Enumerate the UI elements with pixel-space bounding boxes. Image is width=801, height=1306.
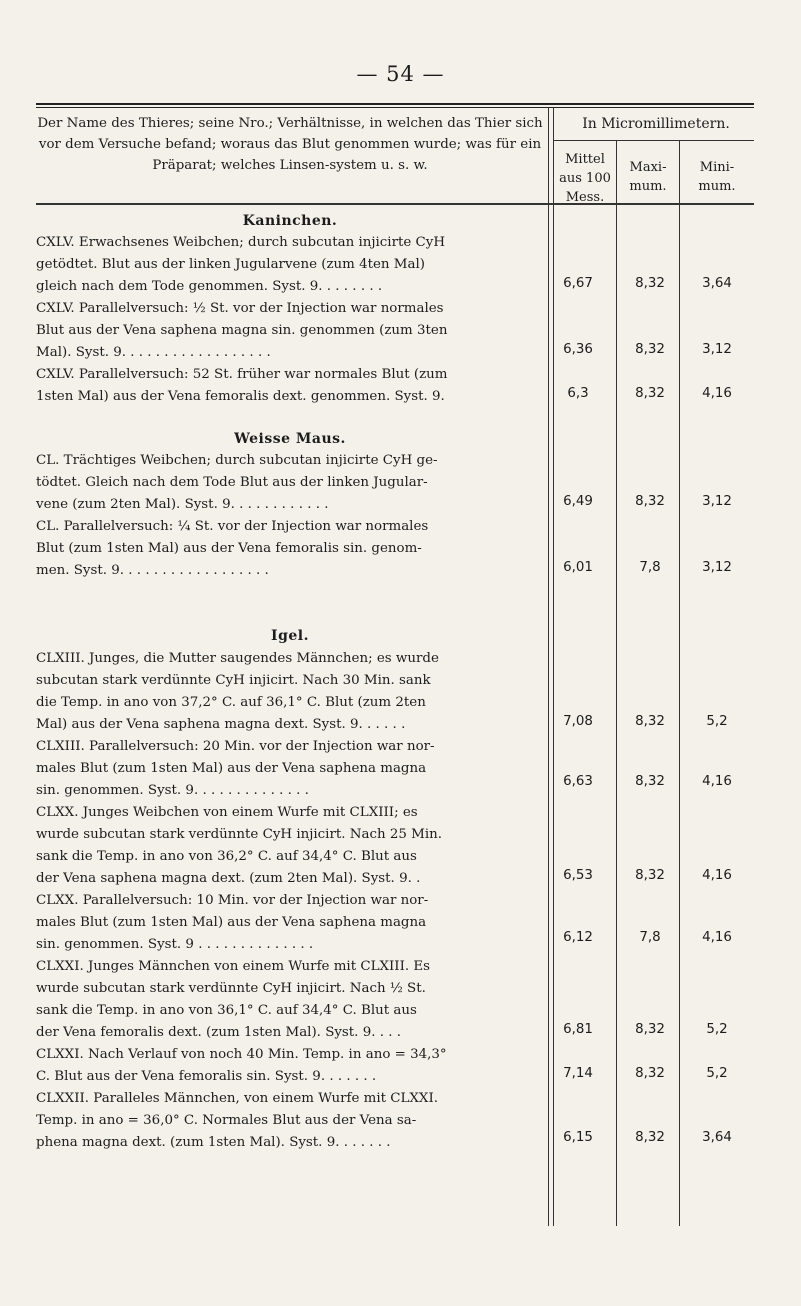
text-line: Mal) aus der Vena saphena magna dext. Syst. 9. . . . . .: [36, 717, 406, 732]
text-line: sin. genommen. Syst. 9. . . . . . . . . . . . . .: [36, 783, 309, 798]
max-value: 8,32: [635, 342, 665, 357]
column-header-max: Maxi-mum.: [629, 160, 667, 194]
text-line: CLXXI. Junges Männchen von einem Wurfe mit CLXIII. Es: [36, 959, 431, 974]
text-line: subcutan stark verdünnte CyH injicirt. Nach 30 Min. sank: [36, 673, 431, 688]
text-line: CLXX. Parallelversuch: 10 Min. vor der Injection war nor-: [36, 893, 429, 908]
header-bottom-rule: [36, 203, 754, 205]
min-value: 4,16: [702, 868, 732, 883]
text-line: tödtet. Gleich nach dem Tode Blut aus der linken Jugular-: [36, 475, 428, 490]
min-value: 4,16: [702, 930, 732, 945]
column-header-description: Der Name des Thieres; seine Nro.; Verhältnisse, in welchen das Thier sich vor dem Versuche befand; woraus das Blut genommen wurde; was für ein Präparat; welches Linsen-system u. s. w.: [37, 116, 543, 173]
min-value: 4,16: [702, 386, 732, 401]
text-line: sin. genommen. Syst. 9 . . . . . . . . . . . . . .: [36, 937, 314, 952]
text-line: CL. Parallelversuch: ¼ St. vor der Injection war normales: [36, 519, 429, 534]
table-top-rule-thin: [36, 107, 754, 108]
min-value: 5,2: [706, 1066, 728, 1081]
text-line: wurde subcutan stark verdünnte CyH injicirt. Nach 25 Min.: [36, 827, 442, 842]
section-title-weisse-maus: Weisse Maus.: [234, 431, 346, 447]
min-value: 3,12: [702, 494, 732, 509]
text-line: males Blut (zum 1sten Mal) aus der Vena saphena magna: [36, 915, 427, 930]
max-value: 8,32: [635, 714, 665, 729]
text-line: C. Blut aus der Vena femoralis sin. Syst. 9. . . . . . .: [36, 1069, 377, 1084]
max-value: 7,8: [639, 560, 661, 575]
text-line: CLXX. Junges Weibchen von einem Wurfe mit CLXIII; es: [36, 805, 418, 820]
text-line: wurde subcutan stark verdünnte CyH injicirt. Nach ½ St.: [36, 981, 426, 996]
text-line: CLXIII. Parallelversuch: 20 Min. vor der Injection war nor-: [36, 739, 435, 754]
mean-value: 6,01: [563, 560, 593, 575]
column-header-min: Mini-mum.: [698, 160, 736, 194]
min-value: 3,12: [702, 342, 732, 357]
column-divider: [679, 140, 680, 1226]
text-line: men. Syst. 9. . . . . . . . . . . . . . . . . .: [36, 563, 269, 578]
text-line: Blut aus der Vena saphena magna sin. genommen (zum 3ten: [36, 323, 448, 338]
table-top-rule: [36, 103, 754, 105]
text-line: der Vena saphena magna dext. (zum 2ten Mal). Syst. 9. .: [36, 871, 421, 886]
max-value: 8,32: [635, 868, 665, 883]
mean-value: 6,15: [563, 1130, 593, 1145]
min-value: 3,64: [702, 276, 732, 291]
max-value: 7,8: [639, 930, 661, 945]
units-header: In Micromillimetern.: [582, 116, 730, 132]
text-line: CLXIII. Junges, die Mutter saugendes Männchen; es wurde: [36, 651, 439, 666]
column-divider: [616, 140, 617, 1226]
text-line: sank die Temp. in ano von 36,2° C. auf 34,4° C. Blut aus: [36, 849, 417, 864]
mean-value: 7,08: [563, 714, 593, 729]
text-line: Temp. in ano = 36,0° C. Normales Blut aus der Vena sa-: [36, 1113, 417, 1128]
mean-value: 6,67: [563, 276, 593, 291]
text-line: getödtet. Blut aus der linken Jugularvene (zum 4ten Mal): [36, 257, 426, 272]
min-value: 5,2: [706, 1022, 728, 1037]
text-line: gleich nach dem Tode genommen. Syst. 9. . . . . . . .: [36, 279, 383, 294]
page-number: — 54 —: [356, 62, 445, 86]
text-line: 1sten Mal) aus der Vena femoralis dext. genommen. Syst. 9.: [36, 389, 445, 404]
section-title-kaninchen: Kaninchen.: [242, 213, 338, 229]
mean-value: 6,36: [563, 342, 593, 357]
text-line: vene (zum 2ten Mal). Syst. 9. . . . . . . . . . . .: [36, 497, 329, 512]
mean-value: 6,49: [563, 494, 593, 509]
text-line: CXLV. Parallelversuch: ½ St. vor der Injection war normales: [36, 301, 444, 316]
text-line: Blut (zum 1sten Mal) aus der Vena femoralis sin. genom-: [36, 541, 422, 556]
max-value: 8,32: [635, 1066, 665, 1081]
text-line: phena magna dext. (zum 1sten Mal). Syst. 9. . . . . . .: [36, 1135, 391, 1150]
text-line: males Blut (zum 1sten Mal) aus der Vena saphena magna: [36, 761, 427, 776]
header-divider: [553, 140, 754, 141]
mean-value: 6,53: [563, 868, 593, 883]
max-value: 8,32: [635, 386, 665, 401]
text-line: die Temp. in ano von 37,2° C. auf 36,1° C. Blut (zum 2ten: [36, 695, 426, 710]
max-value: 8,32: [635, 1130, 665, 1145]
max-value: 8,32: [635, 276, 665, 291]
max-value: 8,32: [635, 1022, 665, 1037]
text-line: der Vena femoralis dext. (zum 1sten Mal). Syst. 9. . . .: [36, 1025, 402, 1040]
text-line: CL. Trächtiges Weibchen; durch subcutan injicirte CyH ge-: [36, 453, 438, 468]
text-line: CXLV. Parallelversuch: 52 St. früher war normales Blut (zum: [36, 367, 448, 382]
min-value: 5,2: [706, 714, 728, 729]
text-line: Mal). Syst. 9. . . . . . . . . . . . . . . . . .: [36, 345, 271, 360]
mean-value: 6,63: [563, 774, 593, 789]
mean-value: 6,81: [563, 1022, 593, 1037]
text-line: sank die Temp. in ano von 36,1° C. auf 34,4° C. Blut aus: [36, 1003, 417, 1018]
max-value: 8,32: [635, 774, 665, 789]
mean-value: 7,14: [563, 1066, 593, 1081]
text-line: CLXXII. Paralleles Männchen, von einem Wurfe mit CLXXI.: [36, 1091, 438, 1106]
text-line: CXLV. Erwachsenes Weibchen; durch subcutan injicirte CyH: [36, 235, 446, 250]
mean-value: 6,12: [563, 930, 593, 945]
max-value: 8,32: [635, 494, 665, 509]
min-value: 4,16: [702, 774, 732, 789]
text-line: CLXXI. Nach Verlauf von noch 40 Min. Temp. in ano = 34,3°: [36, 1047, 447, 1062]
mean-value: 6,3: [567, 386, 589, 401]
min-value: 3,12: [702, 560, 732, 575]
section-title-igel: Igel.: [271, 628, 309, 644]
column-header-mean: Mittel aus 100 Mess.: [559, 152, 611, 205]
min-value: 3,64: [702, 1130, 732, 1145]
